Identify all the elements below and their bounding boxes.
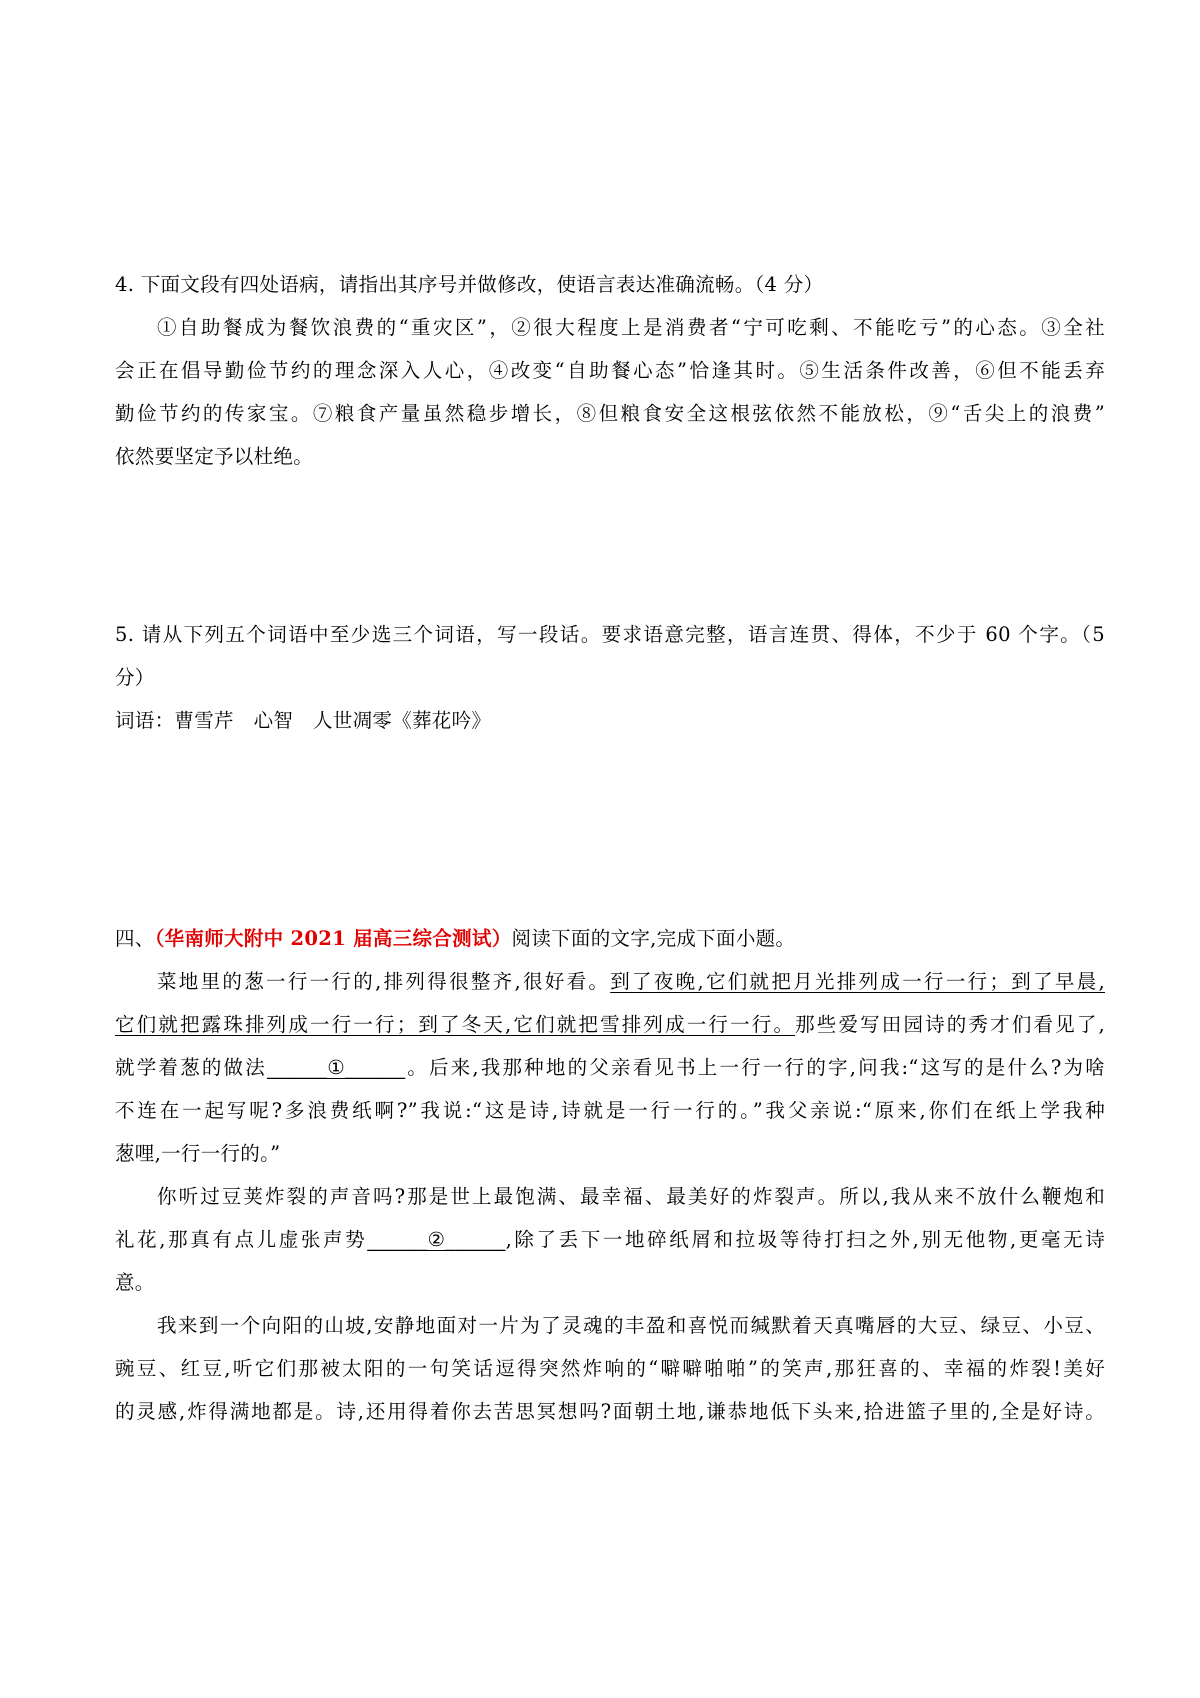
- fill-blank-2: ______②______: [367, 1228, 506, 1251]
- fill-blank-1: ______①______: [266, 1056, 406, 1079]
- underlined-text: 到了夜晚,它们就把月光排列成一行一行；到了早晨,: [610, 970, 1106, 993]
- source-label: （华南师大附中 2021 届高三综合测试）: [154, 927, 512, 950]
- q4-text-line: ①自助餐成为餐饮浪费的“重灾区”，②很大程度上是消费者“宁可吃剩、不能吃亏”的心态。③全社: [157, 316, 1105, 339]
- passage-line: [115, 1011, 1105, 1039]
- passage-text: 。后来,我那种地的父亲看见书上一行一行的字,问我:“这写的是什么?为啥: [405, 1056, 1105, 1079]
- passage-line: 豌豆、红豆,听它们那被太阳的一句笑话逗得突然炸响的“噼噼啪啪”的笑声,那狂喜的、幸福的炸裂!美好: [115, 1357, 1105, 1380]
- passage-line: 意。: [115, 1271, 155, 1294]
- passage-text: 礼花,那真有点儿虚张声势: [115, 1228, 368, 1251]
- q4-text-line: 依然要坚定予以杜绝。: [115, 445, 314, 468]
- passage-line: 不连在一起写呢?多浪费纸啊?”我说:“这是诗,诗就是一行一行的。”我父亲说:“原来,你们在纸上学我种: [115, 1099, 1105, 1122]
- q5-prompt-continued: 分）: [115, 666, 155, 689]
- passage-text: 那些爱写田园诗的秀才们看见了,: [795, 1013, 1105, 1036]
- passage-line: 我来到一个向阳的山坡,安静地面对一片为了灵魂的丰盈和喜悦而缄默着天真嘴唇的大豆、绿豆、小豆、: [157, 1314, 1105, 1337]
- q5-prompt: 5. 请从下列五个词语中至少选三个词语，写一段话。要求语意完整，语言连贯、得体，不少于 60 个字。（5: [115, 623, 1105, 646]
- underlined-text: 它们就把露珠排列成一行一行；到了冬天,它们就把雪排列成一行一行。: [115, 1013, 796, 1036]
- passage-line: [157, 968, 1105, 996]
- passage-text: ,除了丢下一地碎纸屑和拉圾等待打扫之外,别无他物,更毫无诗: [505, 1228, 1105, 1251]
- passage-line: 的灵感,炸得满地都是。诗,还用得着你去苦思冥想吗?面朝土地,谦恭地低下头来,拾进篮子里的,全是好诗。: [115, 1400, 1105, 1423]
- passage-line: [115, 1226, 1105, 1254]
- passage-line: 葱哩,一行一行的。”: [115, 1142, 281, 1165]
- passage-text: 菜地里的葱一行一行的,排列得很整齐,很好看。: [157, 970, 611, 993]
- q5-word-list: 词语：曹雪芹 心智 人世凋零《葬花吟》: [115, 709, 492, 732]
- passage-line: 你听过豆荚炸裂的声音吗?那是世上最饱满、最幸福、最美好的炸裂声。所以,我从来不放什么鞭炮和: [157, 1185, 1105, 1208]
- q4-text-line: 会正在倡导勤俭节约的理念深入人心，④改变“自助餐心态”恰逢其时。⑤生活条件改善，⑥但不能丢弃: [115, 359, 1105, 382]
- passage-line: [115, 1054, 1105, 1082]
- q4-prompt: 4. 下面文段有四处语病，请指出其序号并做修改，使语言表达准确流畅。（4 分）: [115, 273, 824, 296]
- section-heading: [115, 925, 1105, 953]
- passage-text: 就学着葱的做法: [115, 1056, 267, 1079]
- section-number: 四、: [115, 927, 155, 950]
- section-instruction: 阅读下面的文字,完成下面小题。: [511, 927, 796, 950]
- q4-text-line: 勤俭节约的传家宝。⑦粮食产量虽然稳步增长，⑧但粮食安全这根弦依然不能放松，⑨“舌尖上的浪费”: [115, 402, 1105, 425]
